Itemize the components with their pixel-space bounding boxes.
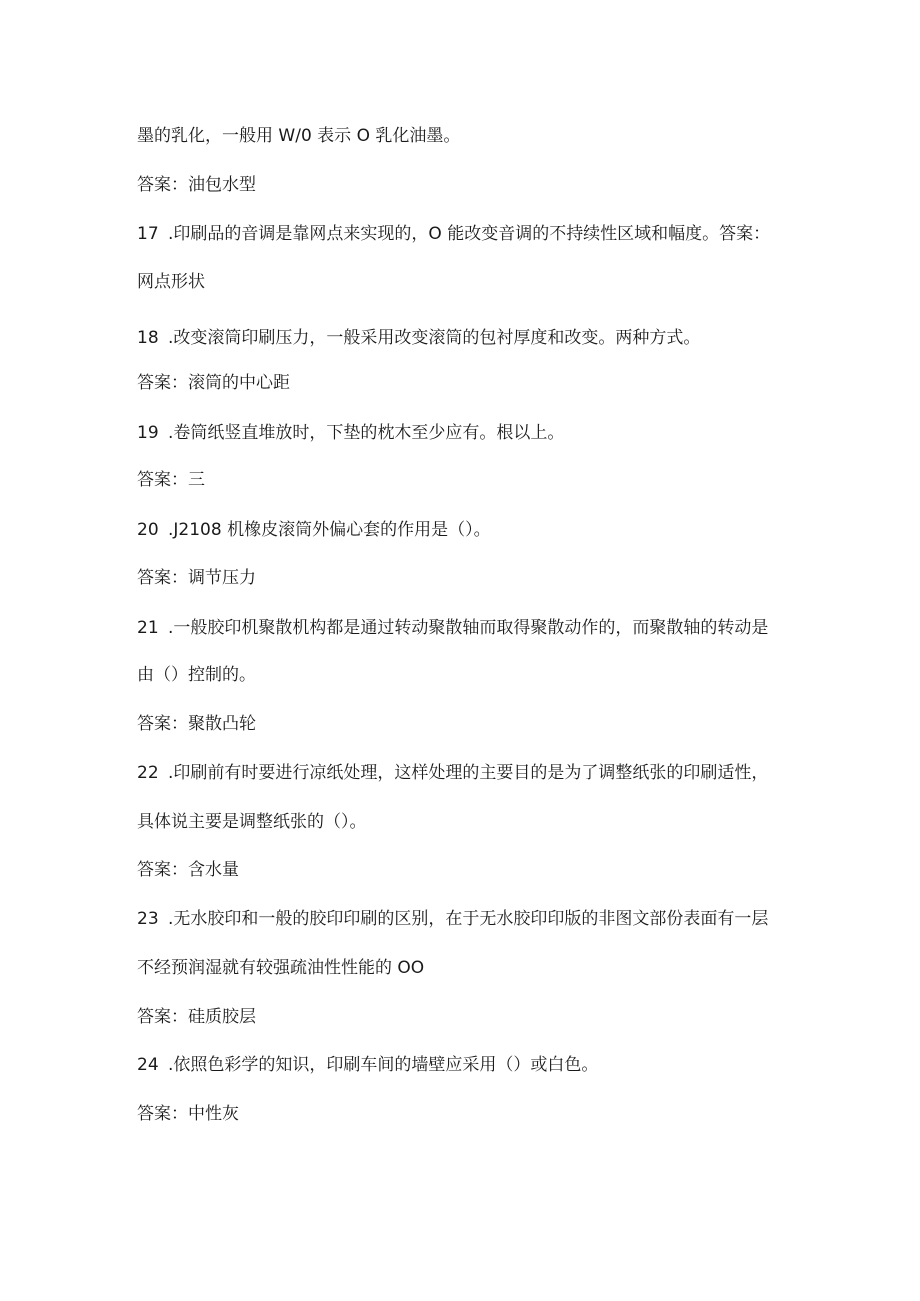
question-19 xyxy=(137,421,564,445)
line-text: .印刷品的音调是靠网点来实现的，O 能改变音调的不持续性区域和幅度。答案： xyxy=(168,224,771,244)
question-number: 21 xyxy=(137,618,159,638)
text-line xyxy=(137,124,460,148)
line-text: 答案：三 xyxy=(137,470,205,490)
question-number: 20 xyxy=(137,520,159,540)
text-line xyxy=(137,663,256,687)
question-number: 22 xyxy=(137,763,159,783)
line-text: 答案：聚散凸轮 xyxy=(137,714,256,734)
line-text: 答案：硅质胶层 xyxy=(137,1007,256,1027)
text-line xyxy=(137,810,367,834)
question-23 xyxy=(137,907,768,931)
question-22 xyxy=(137,761,768,785)
answer-line xyxy=(137,173,256,197)
question-24 xyxy=(137,1053,598,1077)
line-text: 由（）控制的。 xyxy=(137,665,256,685)
line-text: .印刷前有时要进行凉纸处理，这样处理的主要目的是为了调整纸张的印刷适性， xyxy=(168,763,769,783)
line-text: 答案：滚筒的中心距 xyxy=(137,373,290,393)
question-number: 19 xyxy=(137,423,159,443)
line-text: 不经预润湿就有较强疏油性性能的 OO xyxy=(137,958,425,978)
question-21 xyxy=(137,616,768,640)
line-text: 答案：中性灰 xyxy=(137,1104,239,1124)
text-line xyxy=(137,270,205,294)
answer-line xyxy=(137,1102,239,1126)
text-line xyxy=(137,956,424,980)
answer-line xyxy=(137,371,290,395)
line-text: 墨的乳化，一般用 W/0 表示 O 乳化油墨。 xyxy=(137,126,461,146)
question-number: 24 xyxy=(137,1055,159,1075)
line-text: .一般胶印机聚散机构都是通过转动聚散轴而取得聚散动作的，而聚散轴的转动是 xyxy=(168,618,769,638)
line-text: 答案：含水量 xyxy=(137,860,239,880)
question-18 xyxy=(137,326,700,350)
line-text: .卷筒纸竖直堆放时，下垫的枕木至少应有。根以上。 xyxy=(168,423,565,443)
question-20 xyxy=(137,518,491,542)
answer-line xyxy=(137,566,256,590)
answer-line xyxy=(137,468,205,492)
line-text: 答案：油包水型 xyxy=(137,175,256,195)
line-text: 答案：调节压力 xyxy=(137,568,256,588)
line-text: .依照色彩学的知识，印刷车间的墙壁应采用（）或白色。 xyxy=(168,1055,599,1075)
question-number: 23 xyxy=(137,909,159,929)
answer-line xyxy=(137,712,256,736)
line-text: .无水胶印和一般的胶印印刷的区别，在于无水胶印印版的非图文部份表面有一层 xyxy=(168,909,769,929)
answer-line xyxy=(137,1005,256,1029)
line-text: .改变滚筒印刷压力，一般采用改变滚筒的包衬厚度和改变。两种方式。 xyxy=(168,328,701,348)
question-number: 18 xyxy=(137,328,159,348)
question-number: 17 xyxy=(137,224,159,244)
line-text: 具体说主要是调整纸张的（）。 xyxy=(137,812,367,832)
line-text: .J2108 机橡皮滚筒外偏心套的作用是（）。 xyxy=(168,520,491,540)
question-17 xyxy=(137,222,770,246)
line-text: 网点形状 xyxy=(137,272,205,292)
answer-line xyxy=(137,858,239,882)
